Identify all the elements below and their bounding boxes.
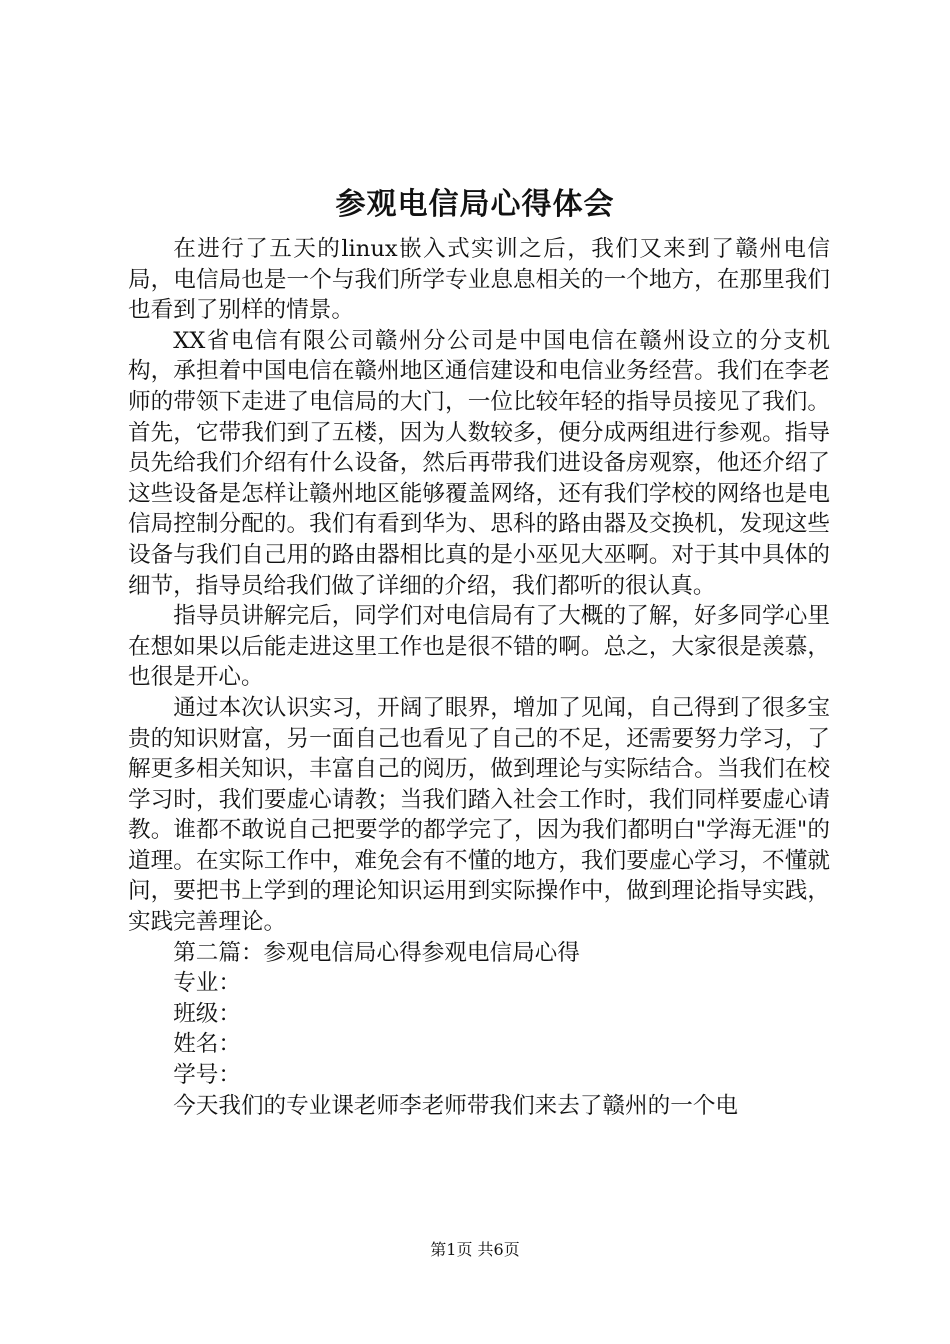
paragraph-continued: 今天我们的专业课老师李老师带我们来去了赣州的一个电	[173, 1092, 739, 1119]
document-body	[128, 234, 830, 1121]
paragraph-2: XX省电信有限公司赣州分公司是中国电信在赣州设立的分支机构，承担着中国电信在赣州地区通信建设和电信业务经营。我们在李老师的带领下走进了电信局的大门，一位比较年轻的指导员接见了我们。首先，它带我们到了五楼，因为人数较多，便分成两组进行参观。指导员先给我们介绍有什么设备，然后再带我们进设备房观察，他还介绍了这些设备是怎样让赣州地区能够覆盖网络，还有我们学校的网络也是电信局控制分配的。我们有看到华为、思科的路由器及交换机，发现这些设备与我们自己用的路由器相比真的是小巫见大巫啊。对于其中具体的细节，指导员给我们做了详细的介绍，我们都听的很认真。	[128, 327, 830, 599]
document-title: 参观电信局心得体会	[335, 187, 615, 222]
page-number-footer: 第1页 共6页	[430, 1240, 520, 1259]
field-name: 姓名：	[173, 1031, 241, 1058]
field-major: 专业：	[173, 970, 241, 997]
paragraph-4: 通过本次认识实习，开阔了眼界，增加了见闻，自己得到了很多宝贵的知识财富，另一面自己也看见了自己的不足，还需要努力学习，了解更多相关知识，丰富自己的阅历，做到理论与实际结合。当我们在校学习时，我们要虚心请教；当我们踏入社会工作时，我们同样要虚心请教。谁都不敢说自己把要学的都学完了，因为我们都明白"学海无涯"的道理。在实际工作中，难免会有不懂的地方，我们要虚心学习，不懂就问，要把书上学到的理论知识运用到实际操作中，做到理论指导实践，实践完善理论。	[128, 694, 830, 936]
paragraph-1: 在进行了五天的linux嵌入式实训之后，我们又来到了赣州电信局，电信局也是一个与我们所学专业息息相关的一个地方，在那里我们也看到了别样的情景。	[128, 236, 830, 324]
field-class: 班级：	[173, 1000, 241, 1027]
paragraph-3: 指导员讲解完后，同学们对电信局有了大概的了解，好多同学心里在想如果以后能走进这里工作也是很不错的啊。总之，大家很是羡慕，也很是开心。	[128, 603, 830, 691]
field-student-id: 学号：	[173, 1062, 241, 1089]
section2-heading: 第二篇：参观电信局心得参观电信局心得	[173, 939, 580, 966]
